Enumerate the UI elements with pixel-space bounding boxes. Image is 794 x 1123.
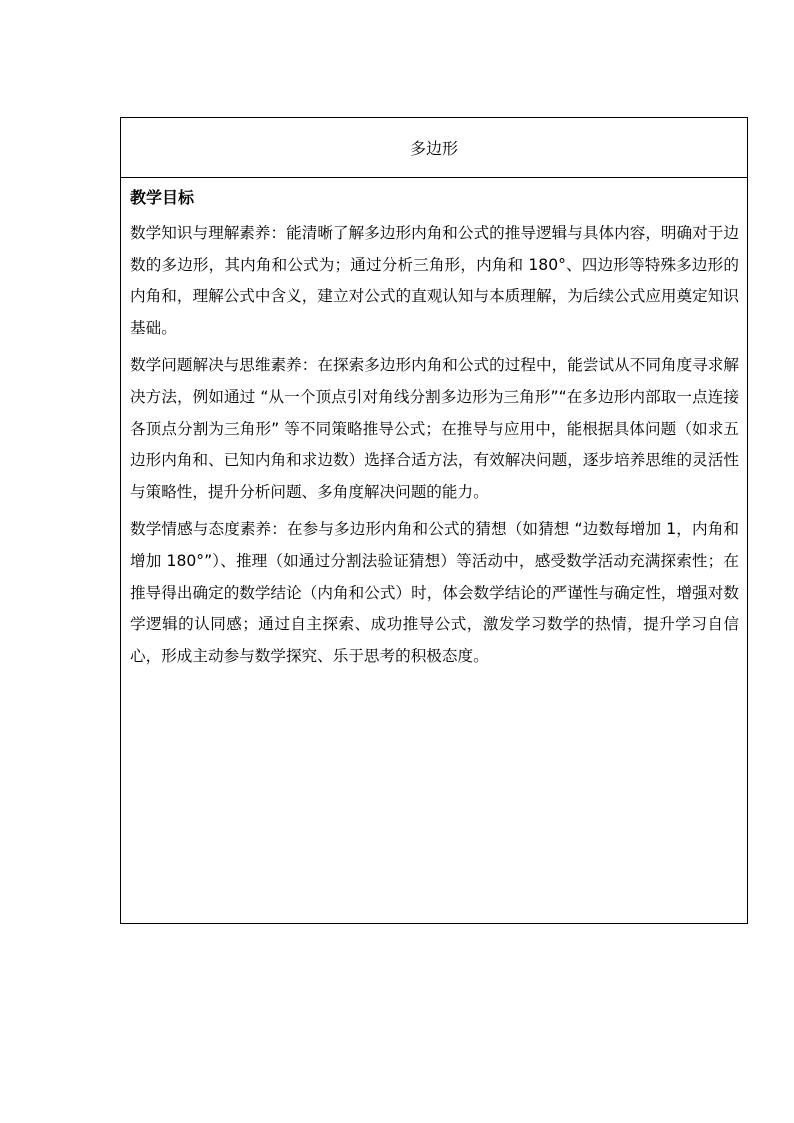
section-heading: 教学目标 bbox=[130, 188, 195, 207]
document-title: 多边形 bbox=[409, 139, 458, 158]
title-cell bbox=[121, 118, 747, 178]
paragraph-knowledge: 数学知识与理解素养：能清晰了解多边形内角和公式的推导逻辑与具体内容，明确对于边数的多边形，其内角和公式为；通过分析三角形，内角和 180°、四边形等特殊多边形的内角和，理解公式中含义，建立对公式的直观认知与本质理解，为后续公式应用奠定知识基础。 bbox=[130, 224, 739, 337]
lesson-plan-table bbox=[120, 117, 748, 924]
objectives-cell bbox=[121, 178, 747, 923]
paragraph-problem-solving: 数学问题解决与思维素养：在探索多边形内角和公式的过程中，能尝试从不同角度寻求解决方法，例如通过 “从一个顶点引对角线分割多边形为三角形”“在多边形内部取一点连接各顶点分割为三角形” 等不同策略推导公式；在推导与应用中，能根据具体问题（如求五边形内角和、已知内角和求边数）选择合适方法，有效解决问题，逐步培养思维的灵活性与策略性，提升分析问题、多角度解决问题的能力。 bbox=[130, 356, 739, 501]
paragraph-attitude: 数学情感与态度素养：在参与多边形内角和公式的猜想（如猜想 “边数每增加 1，内角和增加 180°”）、推理（如通过分割法验证猜想）等活动中，感受数学活动充满探索性；在推导得出确定的数学结论（内角和公式）时，体会数学结论的严谨性与确定性，增强对数学逻辑的认同感；通过自主探索、成功推导公式，激发学习数学的热情，提升学习自信心，形成主动参与数学探究、乐于思考的积极态度。 bbox=[130, 520, 739, 665]
